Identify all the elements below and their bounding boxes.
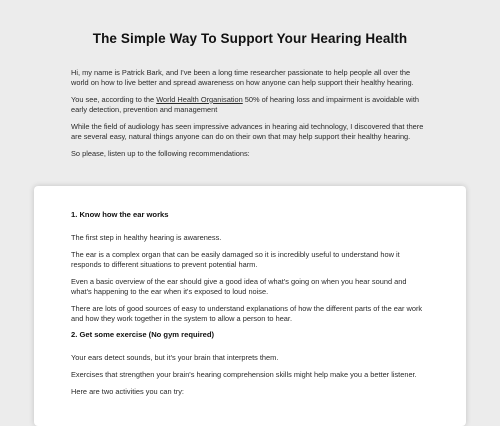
- section-2-paragraph-1: Your ears detect sounds, but it's your brain that interprets them.: [71, 353, 279, 363]
- section-1-paragraph-3: Even a basic overview of the ear should give a good idea of what's going on when you hear sound and what's happening to the ear when it's exposed to loud noise.: [71, 276, 407, 296]
- intro-paragraph-2-before: You see, according to the: [71, 94, 157, 104]
- page-title: The Simple Way To Support Your Hearing Health: [92, 31, 408, 46]
- section-2-heading: 2. Get some exercise (No gym required): [71, 330, 215, 340]
- intro-paragraph-2: [71, 95, 429, 115]
- section-2-paragraph-2: Exercises that strengthen your brain's hearing comprehension skills might help make you a better listener.: [71, 370, 417, 380]
- section-1-paragraph-2: The ear is a complex organ that can be easily damaged so it is incredibly useful to understand how it responds to different situations to prevent potential harm.: [71, 249, 400, 269]
- intro-paragraph-3: While the field of audiology has seen impressive advances in hearing aid technology, I discovered that there are several easy, natural things anyone can do on their own that may help support their healthy hearing.: [71, 121, 424, 142]
- section-1-heading: 1. Know how the ear works: [71, 210, 169, 219]
- section-1-paragraph-1: The first step in healthy hearing is awareness.: [71, 233, 222, 242]
- intro-paragraph-1: Hi, my name is Patrick Bark, and I've been a long time researcher passionate to help people all over the world on how to live better and spread awareness on how anyone can help support their healthy hearing.: [71, 68, 414, 88]
- who-link[interactable]: World Health Organisation: [156, 94, 243, 104]
- intro-section: [0, 0, 500, 159]
- section-1-paragraph-4: There are lots of good sources of easy to understand explanations of how the different parts of the ear work and how they work together in the system to allow a person to hear.: [71, 303, 423, 323]
- intro-paragraph-4: So please, listen up to the following recommendations:: [71, 148, 250, 158]
- recommendations-card: [34, 186, 466, 426]
- section-2-paragraph-3: Here are two activities you can try:: [71, 386, 184, 396]
- intro-paragraph-2-after: 50% of hearing loss and impairment is avoidable with early detection, prevention and management: [71, 94, 419, 115]
- intro-text: [71, 68, 429, 159]
